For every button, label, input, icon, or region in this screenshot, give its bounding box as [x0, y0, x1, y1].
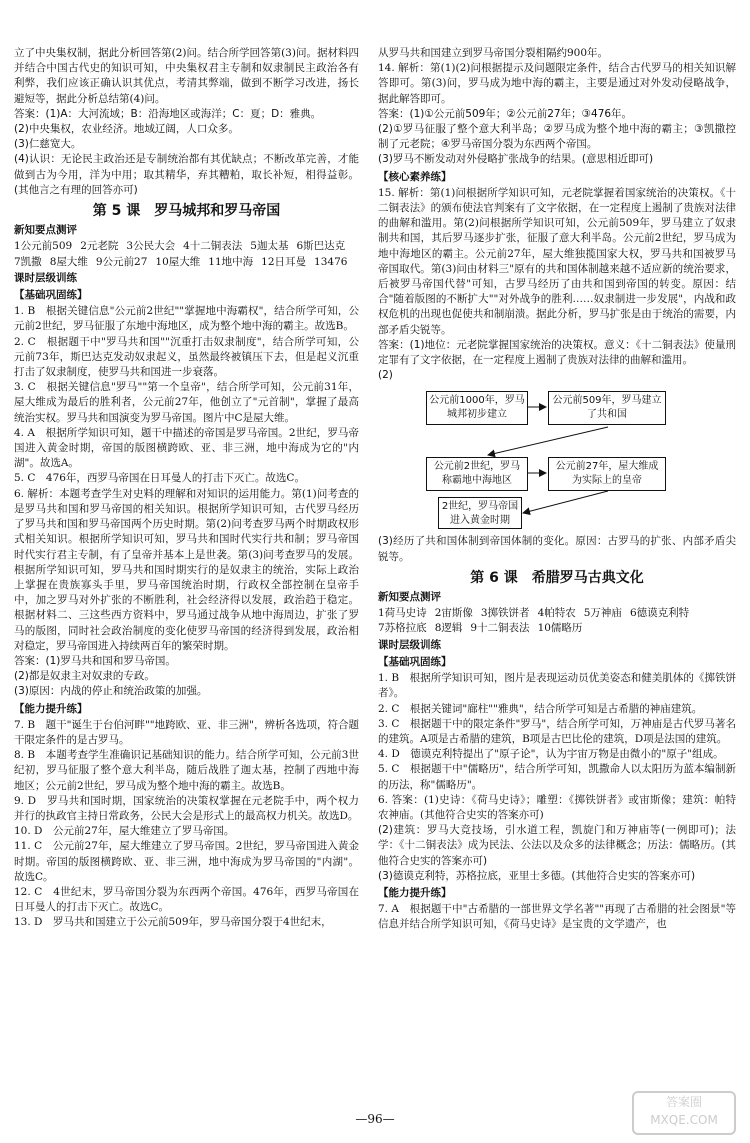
basic-items	[14, 304, 359, 699]
basic-heading: 【基础巩固练】	[14, 289, 88, 302]
lesson5-train-heading: 课时层级训练	[14, 271, 77, 284]
lesson5-title: 第 5 课 罗马城邦和罗马帝国	[92, 203, 281, 220]
paragraph: (3)仁慈宽大。	[14, 138, 82, 151]
keypoint: 5迦太基	[250, 240, 289, 253]
keypoint: 10屋大维	[155, 255, 201, 268]
paragraph: 5. C 476年，西罗马帝国在日耳曼人的打击下灭亡。故选C。	[14, 472, 305, 485]
paragraph: (2)①罗马征服了整个意大利半岛；②罗马成为整个地中海的霸主；③凯撒控制了元老院；④罗马帝国分裂为东西两个帝国。	[378, 123, 736, 151]
basic-items-r	[378, 671, 736, 884]
paragraph: (3)德谟克利特，苏格拉底，亚里士多德。(其他符合史实的答案亦可)	[378, 869, 696, 882]
lesson5-kp-heading: 新知要点测评	[14, 224, 77, 237]
paragraph: 5. C 根据题干中"儒略历"，结合所学可知，凯撒命人以太阳历为蓝本编制新的历法，称"儒略历"。	[378, 763, 736, 791]
paragraph: 8. B 本题考查学生准确识记基础知识的能力。结合所学可知，公元前3世纪初，罗马征服了整个意大利半岛，随后战胜了迦太基，控制了西地中海地区；公元前2世纪，罗马成为整个地中海的霸主。故选B。	[14, 749, 359, 792]
paragraph: 12. C 4世纪末，罗马帝国分裂为东西两个帝国。476年，西罗马帝国在日耳曼人的打击下灭亡。故选C。	[14, 885, 359, 914]
diagram-box-2: 公元前509年，罗马建立了共和国	[548, 391, 666, 425]
paragraph: 1. B 根据关键信息"公元前2世纪""掌握地中海霸权"，结合所学可知，公元前2世纪，罗马征服了东地中海地区，成为整个地中海的霸主。故选B。	[14, 305, 359, 333]
diagram-box-3: 公元前2世纪，罗马称霸地中海地区	[426, 457, 528, 491]
paragraph: 立了中央集权制，据此分析回答第(2)问。结合所学回答第(3)问。据材料四并结合中国古代史的知识可知，中央集权君主专制和奴隶制民主政治各有利弊，我们应该正确认识其优点，考清其弊端，做到不断学习改进，扬长避短等，据此分析总结第(4)问。	[14, 47, 359, 105]
keypoint: 2宙斯像	[434, 607, 473, 620]
paragraph: 4. A 根据所学知识可知，题干中描述的帝国是罗马帝国。2世纪，罗马帝国进入黄金时期，帝国的版图横跨欧、亚、非三洲，地中海成为它的"内湖"。故选A。	[14, 426, 359, 470]
paragraph: 2. C 根据关键词"廊柱""雅典"，结合所学可知是古希腊的神庙建筑。	[378, 702, 703, 715]
paragraph: 从罗马共和国建立到罗马帝国分裂相隔约900年。	[378, 47, 609, 59]
keypoint: 3掷铁饼者	[480, 607, 530, 620]
core-heading: 【核心素养练】	[378, 170, 452, 183]
paragraph: 13. D 罗马共和国建立于公元前509年，罗马帝国分裂于4世纪末，	[14, 916, 332, 929]
paragraph: 答案：(1)①公元前509年；②公元前27年；③476年。	[378, 107, 633, 120]
paragraph: (3)原因：内战的停止和统治政策的加强。	[14, 685, 208, 698]
lesson6-keypoints	[378, 606, 736, 636]
paragraph: 3. C 根据题干中的限定条件"罗马"，结合所学可知，万神庙是古代罗马著名的建筑。A项是古希腊的建筑，B项是古巴比伦的建筑，D项是法国的建筑。	[378, 717, 736, 745]
ability-heading: 【能力提升练】	[14, 702, 88, 715]
paragraph: 6. 答案：(1)史诗：《荷马史诗》；雕塑：《掷铁饼者》或宙斯像；建筑：帕特农神庙。(其他符合史实的答案亦可)	[378, 793, 736, 821]
keypoint: 9公元前27	[95, 255, 148, 268]
keypoint: 1公元前509	[14, 240, 73, 253]
keypoint: 11地中海	[208, 255, 254, 268]
keypoint: 5万神庙	[583, 607, 622, 620]
keypoint: 3公民大会	[126, 240, 176, 253]
paragraph: 14. 解析：第(1)(2)问根据提示及问题限定条件，结合古代罗马的相关知识解答即可。第(3)问，罗马成为地中海的霸主，主要是通过对外发动侵略战争，据此解答即可。	[378, 62, 736, 105]
diagram-box-4: 公元前27年，屋大维成为实际上的皇帝	[548, 457, 666, 491]
keypoint: 8逻辑	[434, 622, 463, 635]
right-top-items	[378, 46, 736, 168]
paragraph: (2)建筑：罗马大竞技场，引水道工程，凯旋门和万神庙等(一例即可)；法学：《十二铜表法》成为民法、公法以及众多的法律概念；历法：儒略历。(其他符合史实的答案亦可)	[378, 824, 736, 867]
keypoint: 8屋大维	[49, 255, 88, 268]
lesson6-title: 第 6 课 希腊罗马古典文化	[470, 569, 644, 586]
paragraph: (3)罗马不断发动对外侵略扩张战争的结果。(意思相近即可)	[378, 153, 654, 166]
basic-heading-r: 【基础巩固练】	[378, 655, 452, 668]
keypoint: 7凯撒	[14, 255, 42, 268]
diagram-box-5: 2世纪，罗马帝国进入黄金时期	[438, 497, 522, 529]
keypoint: 4帕特农	[537, 607, 576, 620]
left-column	[14, 46, 359, 931]
ability-items	[14, 718, 359, 931]
lesson5-keypoints	[14, 239, 359, 269]
paragraph: 1. B 根据所学知识可知，图片是表现运动员优美姿态和健美肌体的《掷铁饼者》。	[378, 672, 736, 700]
diagram-box-1: 公元前1000年，罗马城邦初步建立	[426, 391, 528, 425]
paragraph: 答案：(1)A：大河流域；B：沿海地区或海洋；C：夏；D：雅典。	[14, 107, 322, 120]
paragraph: 9. D 罗马共和国时期，国家统治的决策权掌握在元老院手中，两个权力并行的执政官主持日常政务，公民大会是形式上的最高权力机关。故选D。	[14, 794, 359, 822]
lesson6-train-heading: 课时层级训练	[378, 638, 441, 651]
paragraph: 4. D 德谟克利特提出了"原子论"，认为宇宙万物是由微小的"原子"组成。	[378, 748, 724, 761]
keypoint: 4十二铜表法	[183, 240, 243, 253]
lesson6-kp-heading: 新知要点测评	[378, 591, 441, 604]
right-column	[378, 46, 736, 933]
paragraph: 10. D 公元前27年，屋大维建立了罗马帝国。	[14, 825, 235, 838]
paragraph: 答案：(1)地位：元老院掌握国家统治的决策权。意义：《十二铜表法》使量刑定罪有了文字依据，在一定程度上遏制了贵族对法律的曲解和滥用。	[378, 338, 736, 367]
paragraph: (2)都是奴隶主对奴隶的专政。	[14, 670, 155, 683]
paragraph: 3. C 根据关键信息"罗马""第一个皇帝"，结合所学可知，公元前31年，屋大维成为最后的胜利者，公元前27年，他创立了"元首制"，掌握了最高统治实权。罗马共和国演变为罗马帝国。图片中C是屋大维。	[14, 381, 359, 424]
keypoint: 1荷马史诗	[378, 607, 427, 620]
core-items	[378, 186, 736, 384]
paragraph: 6. 解析：本题考查学生对史料的理解和对知识的运用能力。第(1)问考查的是罗马共和国和罗马帝国的相关知识。根据所学知识可知，古代罗马经历了罗马共和国和罗马帝国两个历史时期。第(2)问考查罗马两个时期政权形式相关知识。根据所学知识可知，罗马共和国时代实行共和制；罗马帝国时代实行君主专制，有了皇帝并基本上是世袭。第(3)问考查罗马的发展。根据所学知识可知，罗马共和国时期实行的是奴隶主的统治，实际上政治上掌握在贵族寡头手里，罗马帝国统治时期，行政权全部控制在皇帝手中，加之罗马对外扩张的不断胜利，社会经济得以发展，政治趋于稳定。根据材料二、三这些西方资料中，罗马通过战争从地中海周边，扩张了罗马的版图，同时社会政治制度的变化使罗马帝国的经济得到发展，政治相对稳定，罗马帝国进入持续两百年的繁荣时期。	[14, 487, 359, 652]
keypoint: 12日耳曼	[261, 255, 307, 268]
ability-items-r	[378, 902, 736, 932]
intro-block	[14, 46, 359, 198]
paragraph: 15. 解析：第(1)问根据所学知识可知，元老院掌握着国家统治的决策权。《十二铜表法》的颁布使法官判案有了文字依据，在一定程度上遏制了贵族对法律的曲解和滥用。第(2)问根据所学知识可知，公元前509年，罗马建立了奴隶制共和国，其后罗马逐步扩张，征服了意大利半岛。公元前2世纪，罗马成为地中海地区的霸主。公元前27年，屋大维独揽国家大权，罗马共和国被罗马帝国取代。第(3)问由材料三"原有的共和国体制越来越不适应新的统治要求，后被罗马帝国代替"可知，古罗马经历了由共和国到帝国的转变。原因：结合"随着版图的不断扩大""对外战争的胜利……奴隶制进一步发展"，内战和政权危机的出现也促使共和制崩溃。据此分析，罗马扩张是由于统治的需要，内部矛盾尖锐等。	[378, 186, 736, 336]
keypoint: 9十二铜表法	[470, 622, 530, 635]
keypoint: 7苏格拉底	[378, 622, 427, 635]
paragraph: 11. C 公元前27年，屋大维建立了罗马帝国。2世纪，罗马帝国进入黄金时期。帝国的版图横跨欧、亚、非三洲，地中海成为罗马帝国的"内湖"。故选C。	[14, 840, 359, 883]
keypoint: 6斯巴达克	[296, 240, 346, 253]
paragraph: (4)认识：无论民主政治还是专制统治都有其优缺点；不断改革完善，才能做到古为今用，洋为中用；取其精华，弃其糟粕，取长补短，相得益彰。(其他言之有理的回答亦可)	[14, 153, 359, 196]
keypoint: 10儒略历	[537, 622, 583, 635]
paragraph: (2)	[378, 369, 393, 382]
timeline-diagram	[378, 385, 736, 530]
paragraph: 7. B 题干"诞生于台伯河畔""地跨欧、亚、非三洲"，辨析各选项，符合题干限定条件的是古罗马。	[14, 718, 359, 746]
page-number: —96—	[355, 1112, 395, 1126]
after-diagram	[378, 534, 736, 564]
paragraph: 2. C 根据题干中"罗马共和国""沉重打击奴隶制度"，结合所学可知，公元前73年，斯巴达克发动奴隶起义，虽然最终被镇压下去，但是起义沉重打击了奴隶制度，使罗马共和国进一步衰落。	[14, 335, 359, 379]
paragraph: 7. A 根据题干中"古希腊的一部世界文学名著""再现了古希腊的社会图景"等信息并结合所学知识可知，《荷马史诗》是宝贵的文学遗产，也	[378, 903, 736, 931]
keypoint: 2元老院	[80, 240, 119, 253]
paragraph: (2)中央集权，农业经济。地域辽阔，人口众多。	[14, 123, 239, 136]
keypoint: 13476	[314, 255, 348, 268]
ability-heading-r: 【能力提升练】	[378, 886, 452, 899]
paragraph: 答案：(1)罗马共和国和罗马帝国。	[14, 654, 176, 667]
keypoint: 6德谟克利特	[629, 607, 690, 620]
paragraph: (3)经历了共和国体制到帝国体制的变化。原因：古罗马的扩张、内部矛盾尖锐等。	[378, 535, 736, 563]
watermark-logo: 答案圈 MXQE.COM	[632, 1091, 736, 1135]
